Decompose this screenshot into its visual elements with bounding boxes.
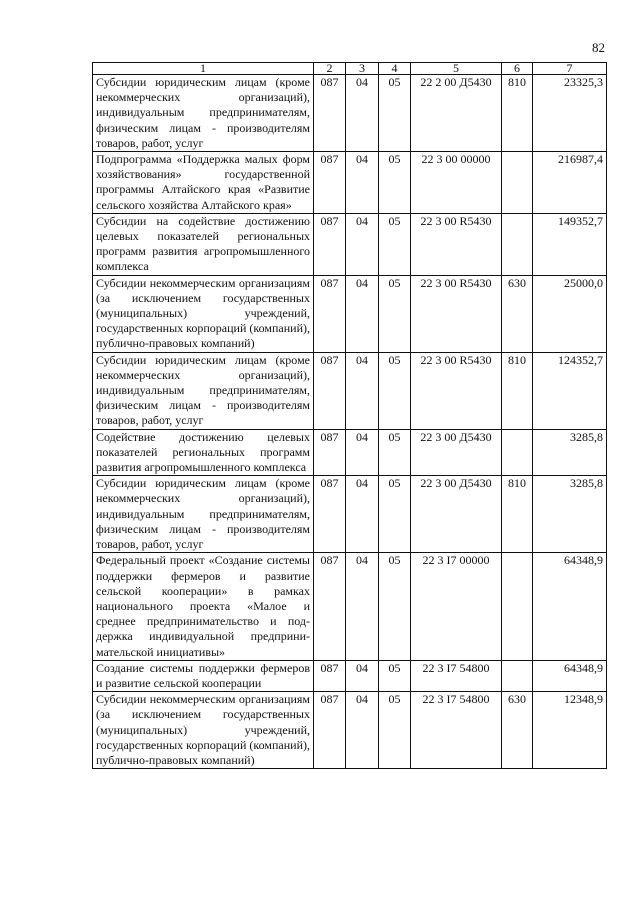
table-row: [93, 429, 607, 476]
row-name-cell: Федеральный проект «Создание системы поддержки фермеров и развитие сельской кооперации» в рамках национального проекта «Малое и среднее предпринимательство и поддержка индивидуальной предпринимательской инициативы»: [93, 553, 314, 660]
column-header-6: 6: [502, 63, 533, 75]
expense-type-code-cell: 810: [502, 476, 533, 553]
ministry-code-cell: 087: [314, 692, 346, 769]
page-number: 82: [592, 40, 605, 55]
table-row: [93, 553, 607, 660]
section-code-cell: 04: [346, 660, 379, 691]
amount-cell: 12348,9: [533, 692, 607, 769]
ministry-code-cell: 087: [314, 429, 346, 476]
subsection-code-cell: 05: [379, 660, 411, 691]
column-header-1: 1: [93, 63, 314, 75]
expense-type-code-cell: 810: [502, 352, 533, 429]
amount-cell: 25000,0: [533, 275, 607, 352]
subsection-code-cell: 05: [379, 352, 411, 429]
table-row: [93, 660, 607, 691]
subsection-code-cell: 05: [379, 152, 411, 214]
amount-cell: 124352,7: [533, 352, 607, 429]
row-name-cell: Субсидии юридическим лицам (кроме некоммерческих организаций), индивидуальным предпринимателям, физическим лицам - производителям товаров, работ, услуг: [93, 476, 314, 553]
table-row: [93, 275, 607, 352]
expense-type-code-cell: [502, 660, 533, 691]
table-row: [93, 476, 607, 553]
ministry-code-cell: 087: [314, 476, 346, 553]
target-item-code-cell: 22 3 I7 54800: [411, 660, 502, 691]
ministry-code-cell: 087: [314, 75, 346, 152]
ministry-code-cell: 087: [314, 352, 346, 429]
target-item-code-cell: 22 3 00 Д5430: [411, 429, 502, 476]
expense-type-code-cell: 630: [502, 692, 533, 769]
ministry-code-cell: 087: [314, 275, 346, 352]
amount-cell: 216987,4: [533, 152, 607, 214]
expense-type-code-cell: [502, 213, 533, 275]
amount-cell: 149352,7: [533, 213, 607, 275]
column-header-2: 2: [314, 63, 346, 75]
table-row: [93, 352, 607, 429]
section-code-cell: 04: [346, 75, 379, 152]
target-item-code-cell: 22 3 00 R5430: [411, 352, 502, 429]
subsection-code-cell: 05: [379, 429, 411, 476]
table-row: [93, 692, 607, 769]
column-header-5: 5: [411, 63, 502, 75]
expense-type-code-cell: [502, 553, 533, 660]
ministry-code-cell: 087: [314, 553, 346, 660]
target-item-code-cell: 22 3 00 Д5430: [411, 476, 502, 553]
table-header-row: [93, 63, 607, 75]
row-name-cell: Создание системы поддержки фермеров и развитие сельской кооперации: [93, 660, 314, 691]
subsection-code-cell: 05: [379, 275, 411, 352]
section-code-cell: 04: [346, 152, 379, 214]
section-code-cell: 04: [346, 352, 379, 429]
subsection-code-cell: 05: [379, 476, 411, 553]
target-item-code-cell: 22 3 00 00000: [411, 152, 502, 214]
expense-type-code-cell: [502, 429, 533, 476]
ministry-code-cell: 087: [314, 152, 346, 214]
subsection-code-cell: 05: [379, 75, 411, 152]
ministry-code-cell: 087: [314, 660, 346, 691]
row-name-cell: Содействие достижению целевых показателей региональных программ развития агропромышленного комплекса: [93, 429, 314, 476]
target-item-code-cell: 22 2 00 Д5430: [411, 75, 502, 152]
target-item-code-cell: 22 3 00 R5430: [411, 275, 502, 352]
row-name-cell: Субсидии юридическим лицам (кроме некоммерческих организаций), индивидуальным предпринимателям, физическим лицам - производителям товаров, работ, услуг: [93, 352, 314, 429]
subsection-code-cell: 05: [379, 692, 411, 769]
section-code-cell: 04: [346, 553, 379, 660]
table-row: [93, 152, 607, 214]
row-name-cell: Субсидии некоммерческим организациям (за исключением государственных (муниципальных) учреждений, государственных корпораций (компаний), публично-правовых компаний): [93, 692, 314, 769]
amount-cell: 3285,8: [533, 476, 607, 553]
row-name-cell: Субсидии некоммерческим организациям (за исключением государственных (муниципальных) учреждений, государственных корпораций (компаний), публично-правовых компаний): [93, 275, 314, 352]
subsection-code-cell: 05: [379, 213, 411, 275]
expense-type-code-cell: [502, 152, 533, 214]
target-item-code-cell: 22 3 I7 54800: [411, 692, 502, 769]
row-name-cell: Субсидии юридическим лицам (кроме некоммерческих организаций), индивидуальным предпринимателям, физическим лицам - производителям товаров, работ, услуг: [93, 75, 314, 152]
expense-type-code-cell: 630: [502, 275, 533, 352]
target-item-code-cell: 22 3 00 R5430: [411, 213, 502, 275]
expense-type-code-cell: 810: [502, 75, 533, 152]
target-item-code-cell: 22 3 I7 00000: [411, 553, 502, 660]
amount-cell: 23325,3: [533, 75, 607, 152]
section-code-cell: 04: [346, 429, 379, 476]
column-header-4: 4: [379, 63, 411, 75]
amount-cell: 64348,9: [533, 660, 607, 691]
section-code-cell: 04: [346, 213, 379, 275]
column-header-7: 7: [533, 63, 607, 75]
amount-cell: 64348,9: [533, 553, 607, 660]
subsection-code-cell: 05: [379, 553, 411, 660]
table-row: [93, 213, 607, 275]
section-code-cell: 04: [346, 476, 379, 553]
column-header-3: 3: [346, 63, 379, 75]
budget-table: [92, 62, 607, 769]
row-name-cell: Подпрограмма «Поддержка малых форм хозяйствования» государственной программы Алтайского края «Развитие сельского хозяйства Алтайского края»: [93, 152, 314, 214]
amount-cell: 3285,8: [533, 429, 607, 476]
table-row: [93, 75, 607, 152]
row-name-cell: Субсидии на содействие достижению целевых показателей региональных программ развития агропромышленного комплекса: [93, 213, 314, 275]
section-code-cell: 04: [346, 275, 379, 352]
ministry-code-cell: 087: [314, 213, 346, 275]
section-code-cell: 04: [346, 692, 379, 769]
